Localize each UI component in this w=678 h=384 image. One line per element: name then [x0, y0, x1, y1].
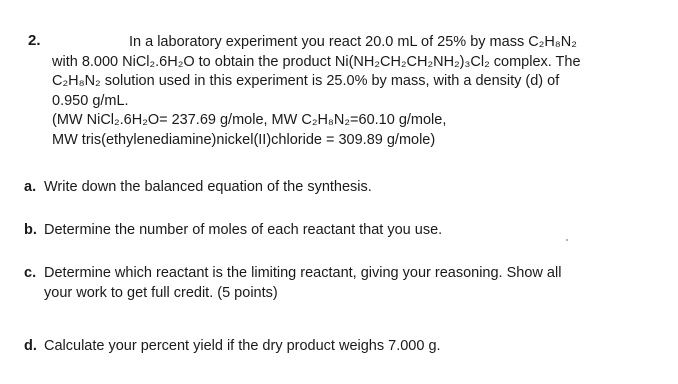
part-text: Write down the balanced equation of the synthesis.: [44, 179, 372, 195]
question-intro: [52, 33, 652, 150]
intro-line: In a laboratory experiment you react 20.0 mL of 25% by mass C₂H₈N₂: [129, 34, 577, 50]
intro-line: with 8.000 NiCl₂.6H₂O to obtain the product Ni(NH₂CH₂CH₂NH₂)₃Cl₂ complex. The: [52, 53, 581, 70]
stray-dot: [566, 239, 568, 241]
part-a: [24, 178, 664, 198]
part-label: a.: [24, 179, 37, 195]
part-text: Determine the number of moles of each reactant that you use.: [44, 222, 443, 238]
part-label: c.: [24, 265, 37, 281]
part-c: [24, 264, 664, 303]
part-text: Calculate your percent yield if the dry product weighs 7.000 g.: [44, 338, 441, 354]
part-d: [24, 337, 664, 357]
intro-line: (MW NiCl₂.6H₂O= 237.69 g/mole, MW C₂H₈N₂=60.10 g/mole,: [52, 112, 447, 128]
part-label: d.: [24, 338, 37, 354]
part-text: your work to get full credit. (5 points): [44, 284, 278, 301]
part-b: [24, 221, 664, 241]
intro-line: 0.950 g/mL.: [52, 92, 129, 109]
intro-line: C₂H₈N₂ solution used in this experiment is 25.0% by mass, with a density (d) of: [52, 73, 560, 89]
part-label: b.: [24, 222, 37, 238]
part-text: Determine which reactant is the limiting reactant, giving your reasoning. Show all: [44, 265, 562, 281]
intro-line: MW tris(ethylenediamine)nickel(II)chloride = 309.89 g/mole): [52, 131, 436, 148]
question-number: 2.: [28, 32, 41, 49]
